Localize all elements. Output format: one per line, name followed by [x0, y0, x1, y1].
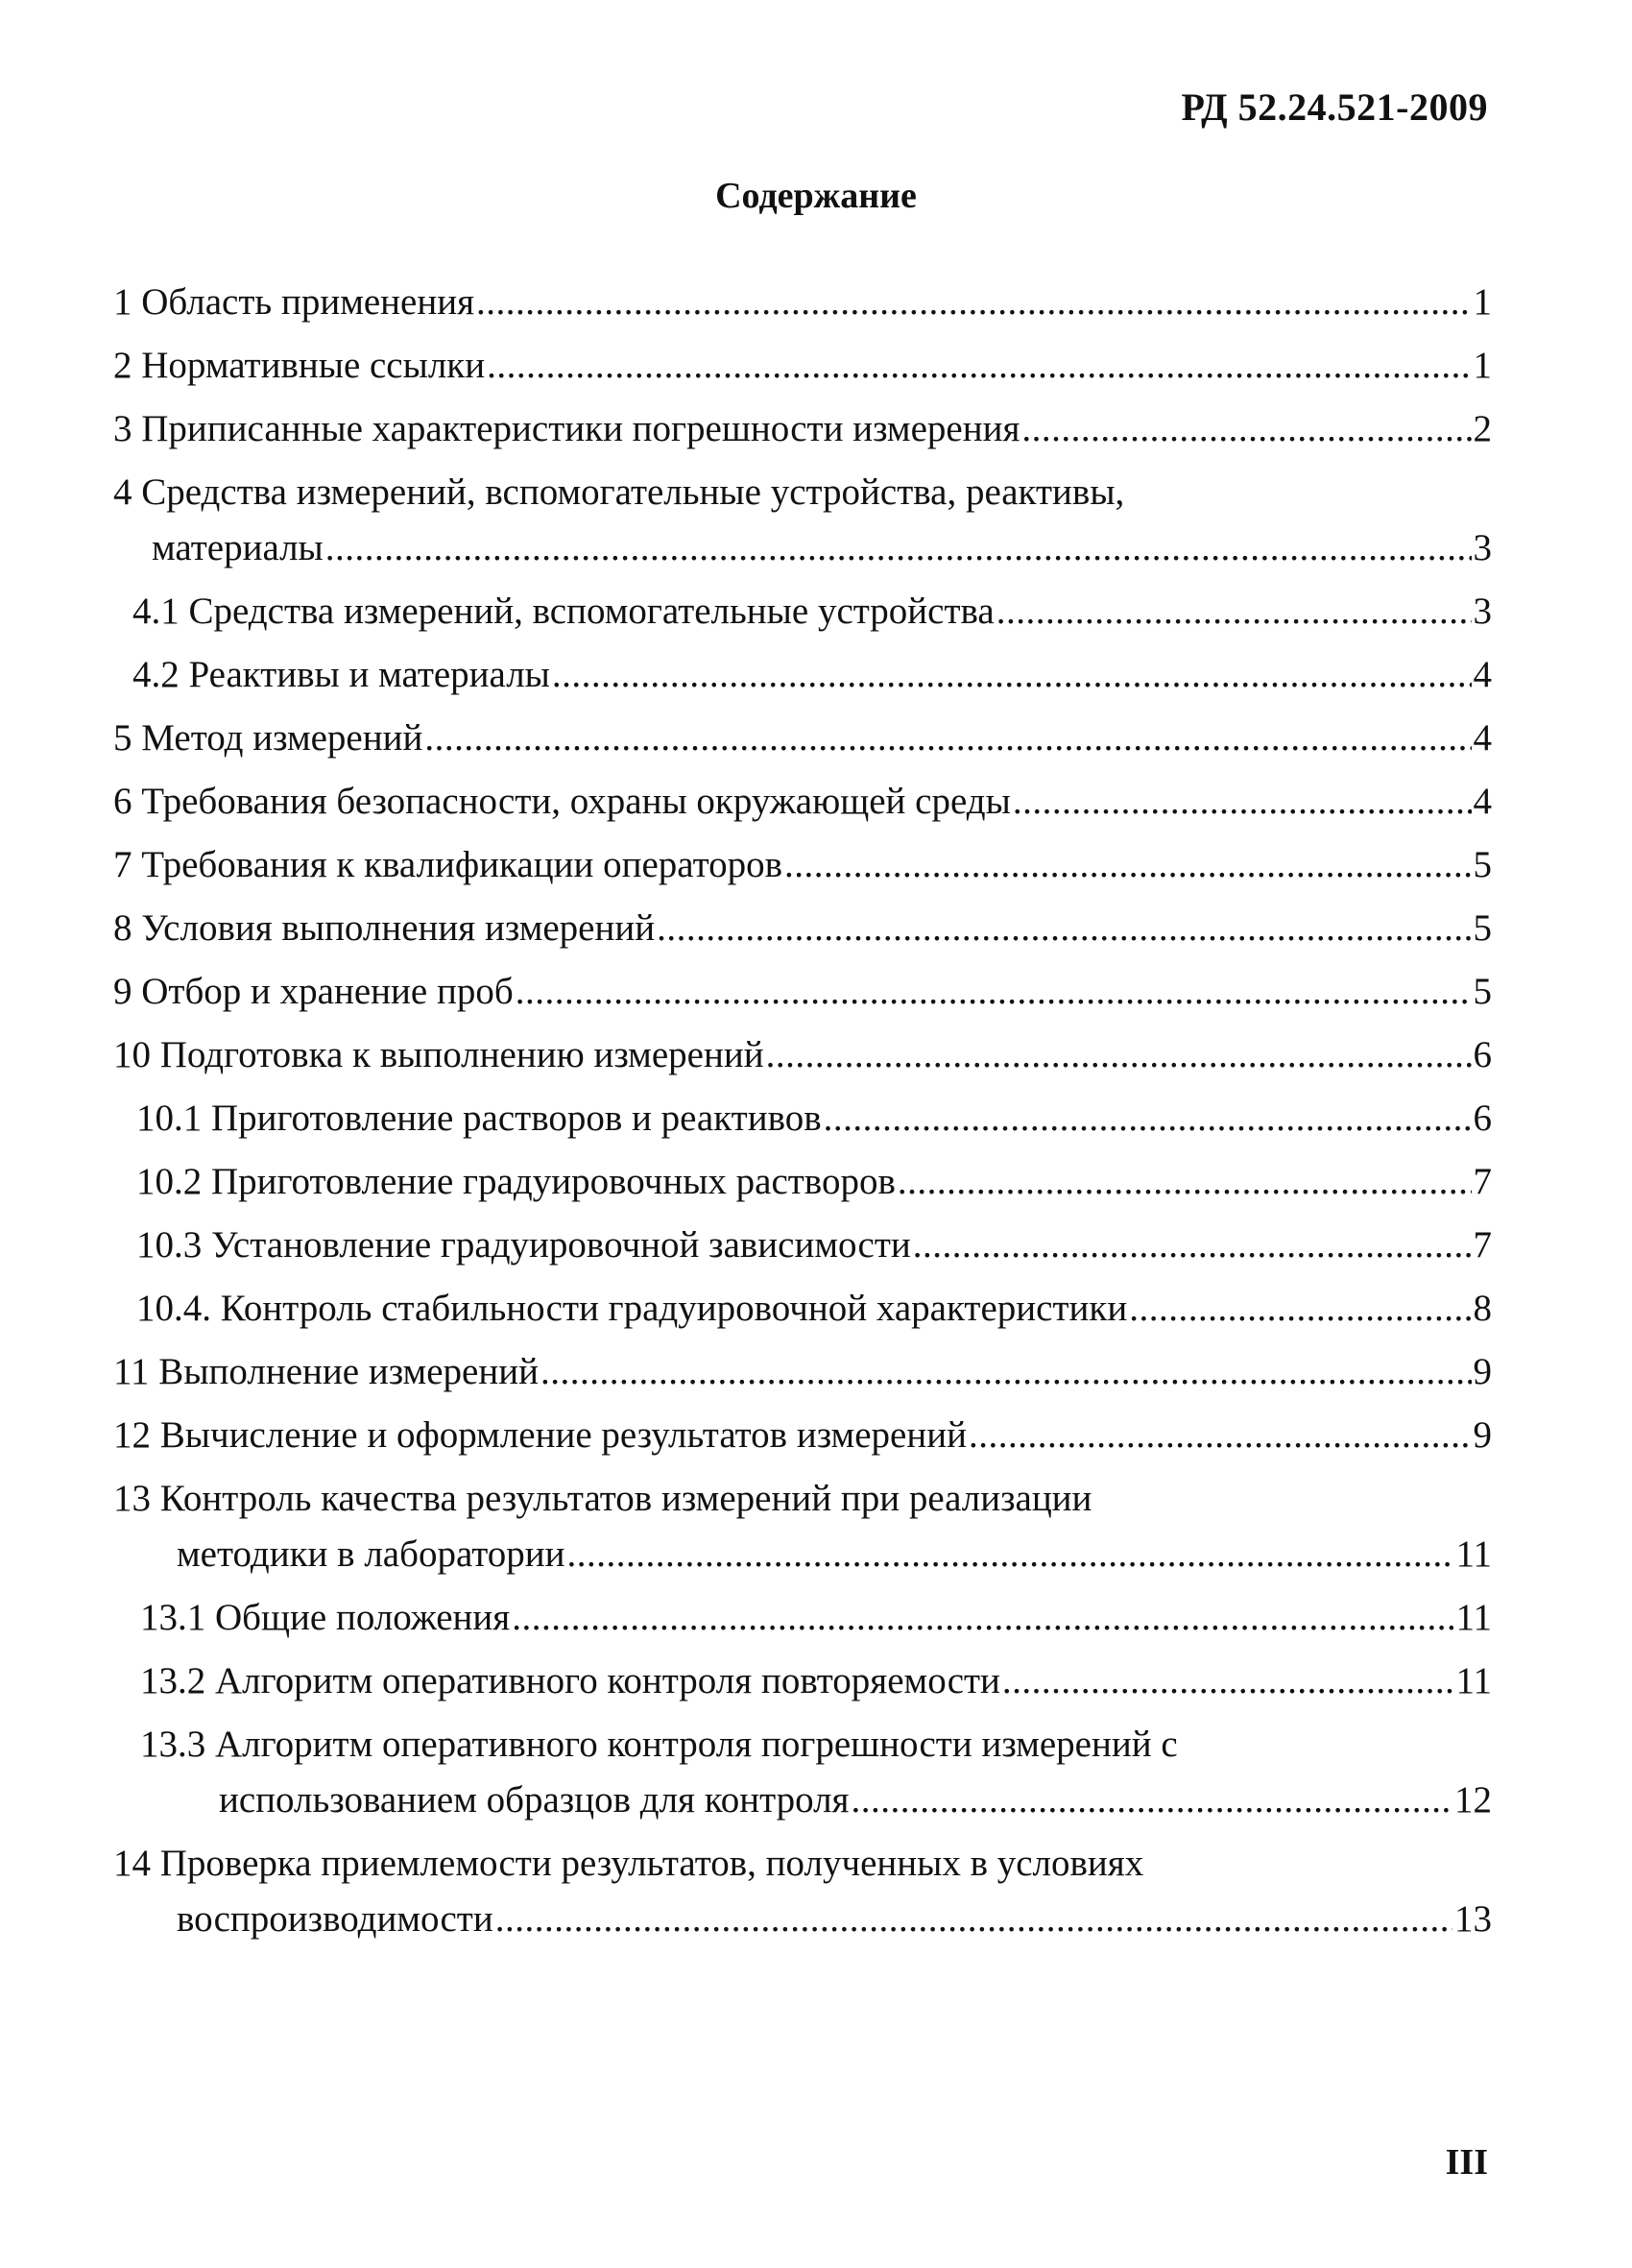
toc-entry-label: 10.4. Контроль стабильности градуировочной характеристики — [136, 1288, 1128, 1329]
toc-entry[interactable] — [113, 1408, 1492, 1463]
toc-entry[interactable] — [113, 1471, 1492, 1582]
dot-leader — [1129, 1281, 1471, 1337]
toc-entry[interactable] — [140, 1590, 1492, 1646]
toc-entry[interactable] — [113, 901, 1492, 956]
dot-leader — [852, 1773, 1453, 1828]
toc-entry-label: 10.1 Приготовление растворов и реактивов — [136, 1098, 822, 1139]
toc-entry-label: материалы — [152, 527, 324, 568]
toc-entry[interactable] — [136, 1218, 1492, 1273]
toc-entry-label-line1: 13 Контроль качества результатов измерений при реализации — [113, 1478, 1092, 1519]
toc-entry-page: 11 — [1455, 1533, 1492, 1575]
dot-leader — [1021, 401, 1471, 457]
toc-entry[interactable] — [113, 465, 1492, 576]
toc-entry-page: 12 — [1454, 1779, 1492, 1821]
toc-entry-page: 7 — [1473, 1224, 1492, 1266]
page-number: III — [1445, 2142, 1488, 2183]
toc-entry-label: воспроизводимости — [177, 1898, 493, 1940]
dot-leader — [657, 901, 1471, 956]
toc-entry-page: 5 — [1473, 971, 1492, 1012]
dot-leader — [969, 1408, 1472, 1463]
toc-entry-page: 1 — [1473, 281, 1492, 323]
toc-entry-page: 4 — [1473, 781, 1492, 822]
toc-entry-page: 8 — [1473, 1288, 1492, 1329]
toc-entry-label-line1: 13.3 Алгоритм оперативного контроля погрешности измерений с — [140, 1724, 1178, 1765]
toc-entry-page: 11 — [1455, 1597, 1492, 1638]
toc-entry-page: 5 — [1473, 844, 1492, 885]
dot-leader — [495, 1892, 1452, 1947]
toc-entry-label: 4.1 Средства измерений, вспомогательные устройства — [132, 591, 995, 632]
toc-entry-label: 4.2 Реактивы и материалы — [132, 654, 550, 695]
toc-entry-label: 11 Выполнение измерений — [113, 1351, 539, 1392]
dot-leader — [1013, 774, 1472, 830]
dot-leader — [476, 275, 1471, 330]
toc-entry-label: 5 Метод измерений — [113, 717, 423, 759]
toc-entry-page: 9 — [1473, 1414, 1492, 1456]
toc-entry-page: 11 — [1455, 1660, 1492, 1701]
toc-entry-label: 10 Подготовка к выполнению измерений — [113, 1034, 764, 1075]
toc-entry-label: 8 Условия выполнения измерений — [113, 907, 656, 949]
toc-entry-page: 13 — [1454, 1898, 1492, 1940]
toc-entry[interactable] — [136, 1091, 1492, 1146]
dot-leader — [824, 1091, 1472, 1146]
toc-entry-label: использованием образцов для контроля — [219, 1779, 850, 1821]
dot-leader — [913, 1218, 1472, 1273]
toc-entry[interactable] — [140, 1717, 1492, 1828]
toc-entry[interactable] — [113, 774, 1492, 830]
toc-entry-page: 3 — [1473, 591, 1492, 632]
toc-entry-label: 7 Требования к квалификации операторов — [113, 844, 783, 885]
toc-entry[interactable] — [113, 1344, 1492, 1400]
document-code: РД 52.24.521-2009 — [1181, 85, 1488, 129]
toc-entry[interactable] — [136, 1281, 1492, 1337]
toc-entry[interactable] — [113, 964, 1492, 1020]
dot-leader — [898, 1154, 1472, 1210]
toc-entry[interactable] — [113, 338, 1492, 394]
toc-entry[interactable] — [113, 1027, 1492, 1083]
toc-entry[interactable] — [132, 647, 1492, 703]
toc-entry-page: 1 — [1473, 345, 1492, 386]
dot-leader — [424, 711, 1471, 766]
toc-entry-label: 9 Отбор и хранение проб — [113, 971, 514, 1012]
toc-entry-page: 7 — [1473, 1161, 1492, 1202]
toc-title: Содержание — [715, 176, 917, 216]
toc-entry-page: 5 — [1473, 907, 1492, 949]
toc-entry-page: 9 — [1473, 1351, 1492, 1392]
toc-entry-page: 6 — [1473, 1034, 1492, 1075]
dot-leader — [552, 647, 1472, 703]
dot-leader — [567, 1527, 1454, 1582]
dot-leader — [325, 520, 1472, 576]
toc-entry-label: 1 Область применения — [113, 281, 475, 323]
dot-leader — [487, 338, 1471, 394]
toc-entry-page: 2 — [1473, 408, 1492, 449]
dot-leader — [516, 964, 1472, 1020]
toc-entry-page: 3 — [1473, 527, 1492, 568]
toc-entry-label-line1: 14 Проверка приемлемости результатов, полученных в условиях — [113, 1843, 1144, 1884]
dot-leader — [1002, 1653, 1454, 1709]
toc-entry-page: 4 — [1473, 654, 1492, 695]
toc-entry[interactable] — [113, 275, 1492, 330]
dot-leader — [784, 837, 1471, 893]
toc-entry-label-line1: 4 Средства измерений, вспомогательные устройства, реактивы, — [113, 471, 1125, 513]
toc-entry[interactable] — [113, 837, 1492, 893]
toc-entry-label: 2 Нормативные ссылки — [113, 345, 486, 386]
dot-leader — [766, 1027, 1472, 1083]
toc-entry[interactable] — [140, 1653, 1492, 1709]
toc-entry-label: 12 Вычисление и оформление результатов измерений — [113, 1414, 967, 1456]
dot-leader — [540, 1344, 1472, 1400]
toc-entry-label: методики в лаборатории — [177, 1533, 565, 1575]
toc-entry-label: 13.1 Общие положения — [140, 1597, 511, 1638]
toc-entry-page: 6 — [1473, 1098, 1492, 1139]
toc-entry[interactable] — [113, 1836, 1492, 1947]
toc-entry-label: 13.2 Алгоритм оперативного контроля повторяемости — [140, 1660, 1000, 1701]
dot-leader — [996, 584, 1472, 639]
toc-entry-label: 10.3 Установление градуировочной зависимости — [136, 1224, 911, 1266]
toc-entry[interactable] — [113, 401, 1492, 457]
toc-entry-label: 3 Приписанные характеристики погрешности измерения — [113, 408, 1020, 449]
toc-entry[interactable] — [136, 1154, 1492, 1210]
toc-entry[interactable] — [132, 584, 1492, 639]
toc-entry-label: 6 Требования безопасности, охраны окружающей среды — [113, 781, 1011, 822]
dot-leader — [512, 1590, 1453, 1646]
toc-entry-page: 4 — [1473, 717, 1492, 759]
toc-entry[interactable] — [113, 711, 1492, 766]
toc-entry-label: 10.2 Приготовление градуировочных растворов — [136, 1161, 896, 1202]
